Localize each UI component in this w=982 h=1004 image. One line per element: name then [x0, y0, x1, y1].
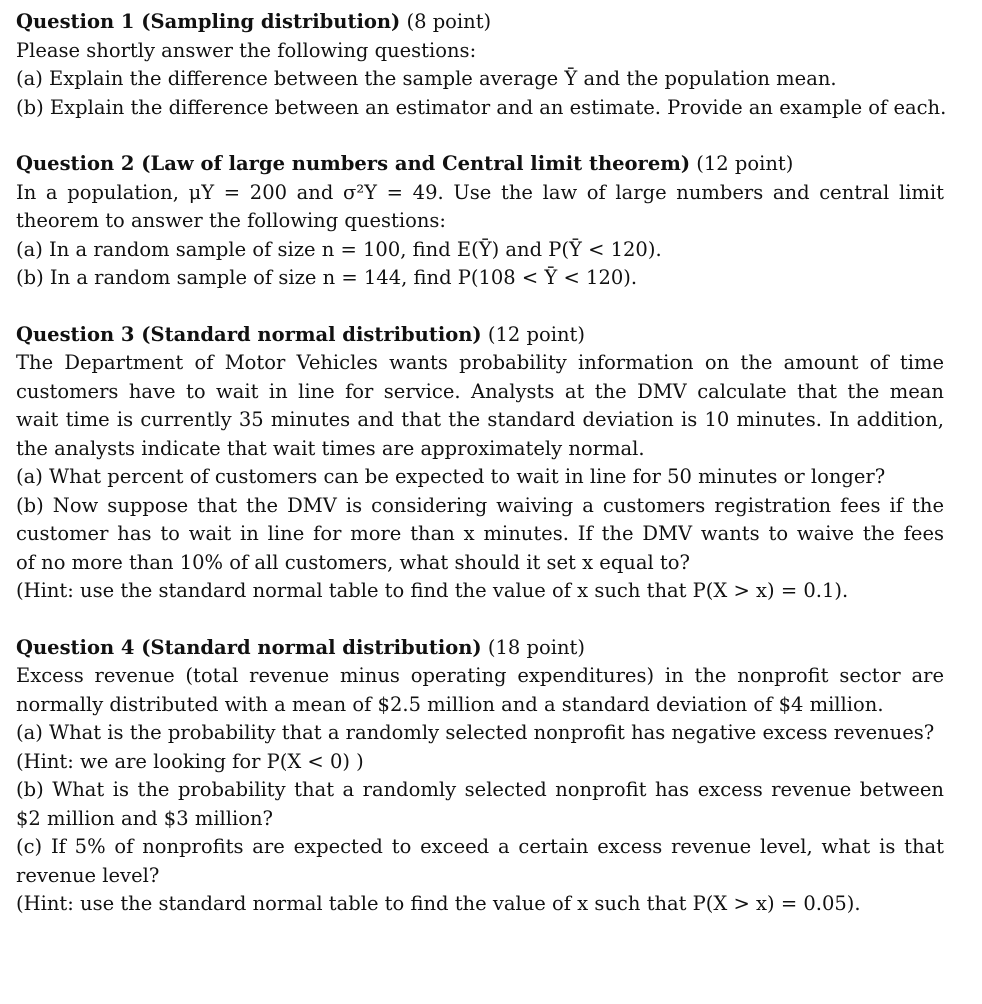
question-text-line: (a) Explain the difference between the sample average Ȳ and the population mean.: [16, 67, 837, 90]
question-2: [16, 150, 944, 293]
question-text-line: (b) Now suppose that the DMV is considering waiving a customers registration fees if the: [16, 493, 944, 517]
question-text-line: (b) Explain the difference between an estimator and an estimate. Provide an example of each.: [16, 95, 947, 119]
question-text-line: Please shortly answer the following questions:: [16, 38, 477, 62]
question-text-line: normally distributed with a mean of $2.5 million and a standard deviation of $4 million.: [16, 692, 884, 716]
question-text-line: revenue level?: [16, 863, 160, 887]
question-text-line: The Department of Motor Vehicles wants probability information on the amount of time: [16, 351, 944, 374]
question-text-line: the analysts indicate that wait times are approximately normal.: [16, 436, 645, 460]
question-title: Question 4 (Standard normal distribution): [16, 635, 482, 659]
question-1: [16, 8, 947, 122]
question-text-line: In a population, μY = 200 and σ²Y = 49. Use the law of large numbers and central limit: [16, 180, 944, 204]
question-4: [16, 634, 944, 919]
question-text-line: (b) In a random sample of size n = 144, find P(108 < Ȳ < 120).: [16, 266, 638, 289]
question-points: (12 point): [487, 322, 585, 346]
question-text-line: $2 million and $3 million?: [16, 806, 274, 830]
question-heading: [16, 634, 944, 663]
question-text-line: (a) What is the probability that a randomly selected nonprofit has negative excess revenues?: [16, 721, 935, 744]
question-hint: (Hint: use the standard normal table to find the value of x such that P(X > x) = 0.05).: [16, 892, 861, 915]
question-text-line: customers have to wait in line for service. Analysts at the DMV calculate that the mean: [16, 379, 944, 403]
question-points: (18 point): [487, 635, 585, 659]
question-text-line: Excess revenue (total revenue minus operating expenditures) in the nonprofit sector are: [16, 664, 944, 687]
question-text-line: (a) In a random sample of size n = 100, find E(Ȳ) and P(Ȳ < 120).: [16, 237, 662, 261]
question-hint: (Hint: we are looking for P(X < 0) ): [16, 749, 364, 773]
question-text-line: (c) If 5% of nonprofits are expected to exceed a certain excess revenue level, what is that: [16, 835, 944, 858]
question-3: [16, 321, 944, 606]
question-points: (12 point): [696, 152, 794, 175]
question-text-line: customer has to wait in line for more than x minutes. If the DMV wants to waive the fees: [16, 522, 944, 545]
question-title: Question 2 (Law of large numbers and Central limit theorem): [16, 152, 691, 175]
question-text-line: (a) What percent of customers can be expected to wait in line for 50 minutes or longer?: [16, 465, 886, 488]
question-heading: [16, 150, 944, 179]
question-hint: (Hint: use the standard normal table to find the value of x such that P(X > x) = 0.1).: [16, 579, 849, 602]
question-text-line: theorem to answer the following questions:: [16, 209, 446, 232]
question-heading: [16, 8, 944, 37]
question-title: Question 3 (Standard normal distribution): [16, 322, 482, 346]
question-points: (8 point): [406, 10, 492, 33]
question-title: Question 1 (Sampling distribution): [16, 10, 401, 33]
question-text-line: (b) What is the probability that a randomly selected nonprofit has excess revenue between: [16, 778, 944, 801]
question-text-line: wait time is currently 35 minutes and that the standard deviation is 10 minutes. In addition,: [16, 408, 944, 431]
question-text-line: of no more than 10% of all customers, what should it set x equal to?: [16, 550, 690, 574]
question-heading: [16, 321, 944, 350]
